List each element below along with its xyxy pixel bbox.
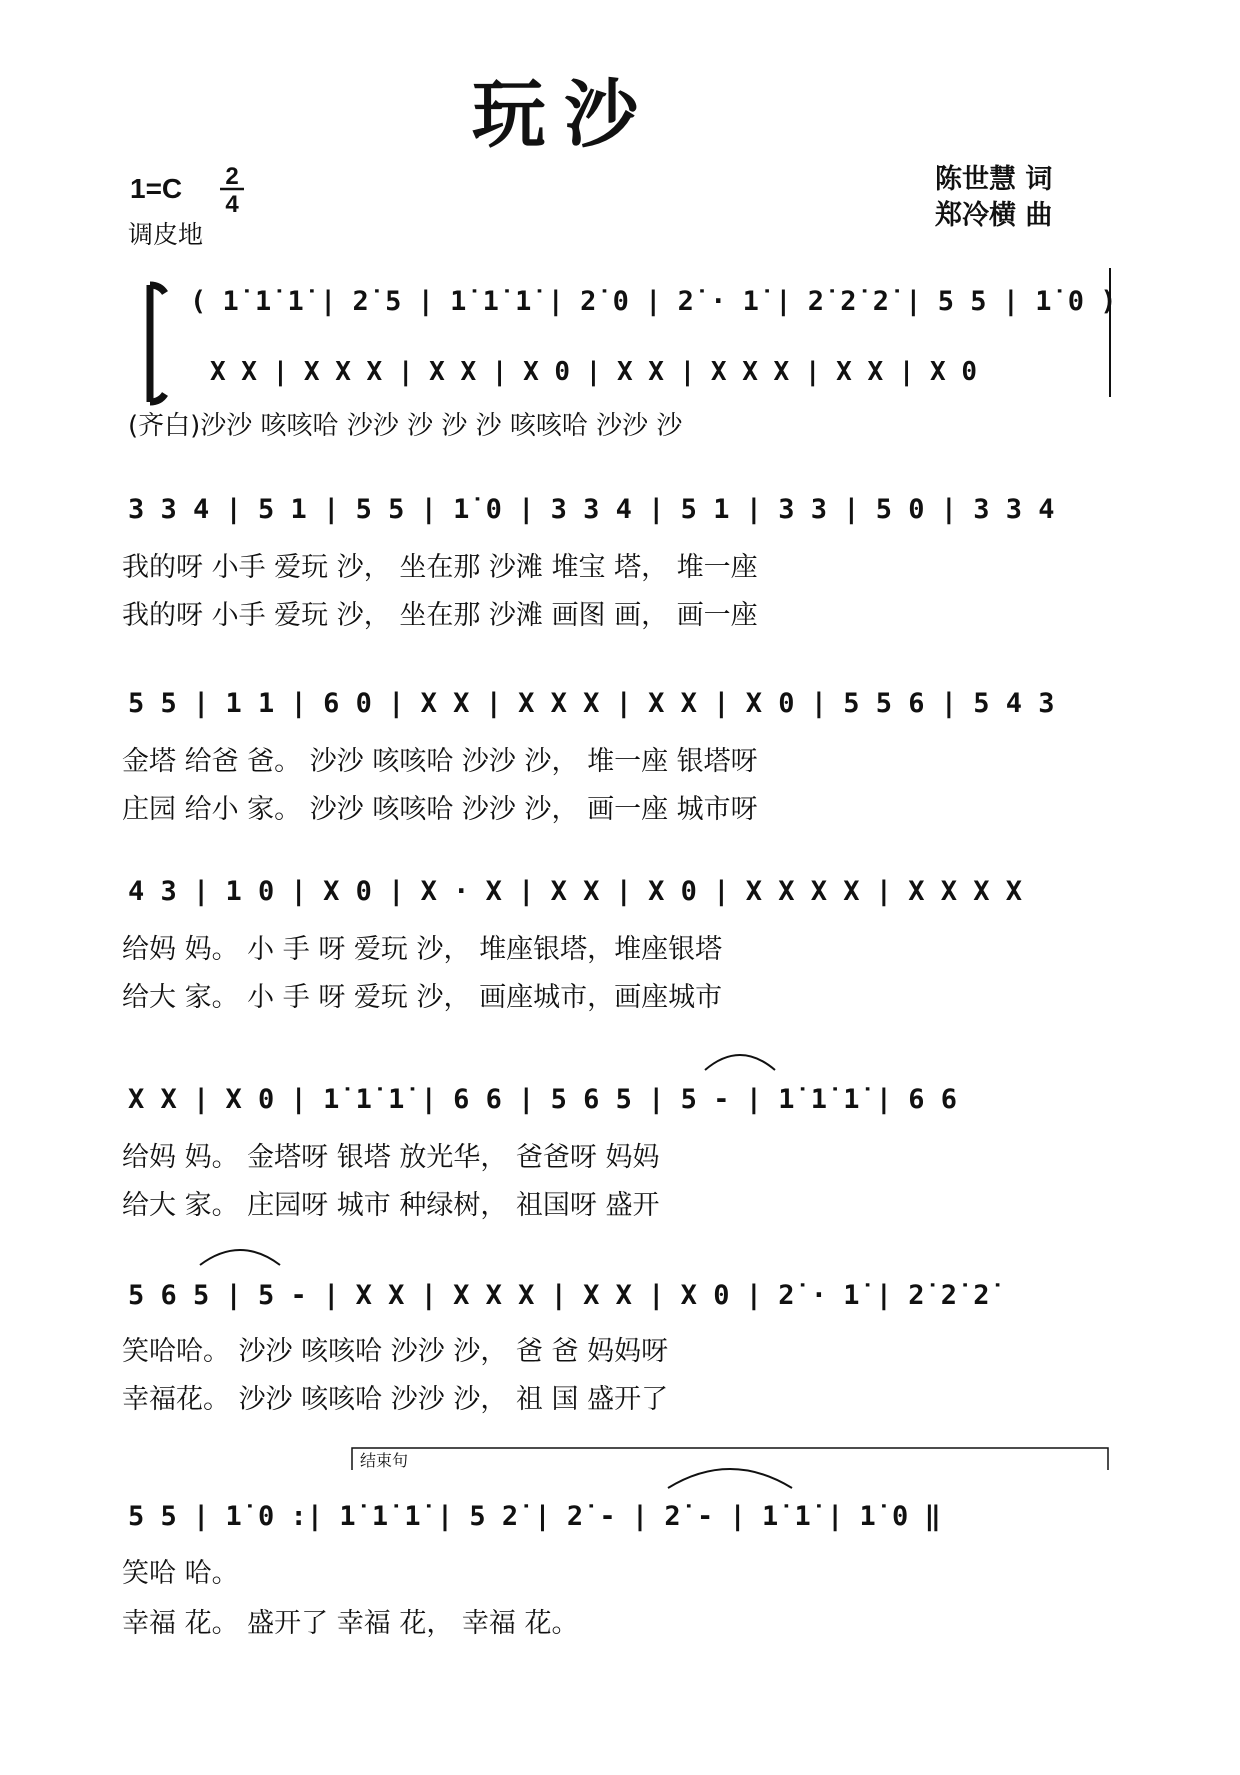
- system-ending: [122, 1448, 1108, 1639]
- system-verse-c: [122, 876, 1022, 1013]
- system-verse-b: [122, 688, 1055, 825]
- lyricist-credit: 陈世慧 词: [935, 164, 1053, 195]
- lyrics-verse-2: 我的呀 小手 爱玩 沙， 坐在那 沙滩 画图 画， 画一座: [122, 600, 758, 631]
- tempo-marking: 调皮地: [128, 220, 204, 249]
- tie-arc: [200, 1250, 280, 1265]
- intro-rhythm-line: X X | X X X | X X | X 0 | X X | X X X | X X | X 0: [210, 357, 978, 387]
- ending-bracket: [352, 1448, 1108, 1470]
- tie-arc: [668, 1469, 792, 1488]
- time-signature-bottom: 4: [225, 191, 239, 218]
- lyrics-verse-2: 幸福花。 沙沙 咳咳哈 沙沙 沙， 祖 国 盛开了: [122, 1384, 669, 1415]
- ending-label: 结束句: [360, 1453, 409, 1470]
- system-intro: [128, 268, 1117, 441]
- lyrics-verse-1: 笑哈 哈。: [122, 1558, 239, 1589]
- notes-line: 5 5 | 1̇ 0 :| 1̇ 1̇ 1̇ | 5 2̇ | 2̇ - | 2̇ - | 1̇ 1̇ | 1̇ 0 ‖: [128, 1501, 941, 1532]
- system-bracket: [150, 285, 165, 402]
- lyrics-verse-2: 幸福 花。 盛开了 幸福 花， 幸福 花。: [122, 1608, 579, 1639]
- intro-lyrics-line: (齐白)沙沙 咳咳哈 沙沙 沙 沙 沙 咳咳哈 沙沙 沙: [128, 411, 683, 441]
- notes-line: 3 3 4 | 5 1 | 5 5 | 1̇ 0 | 3 3 4 | 5 1 | 3 3 | 5 0 | 3 3 4: [128, 494, 1055, 525]
- system-verse-e: [122, 1250, 1000, 1415]
- system-verse-a: [122, 494, 1055, 631]
- notes-line: 4 3 | 1 0 | X 0 | X · X | X X | X 0 | X X X X | X X X X: [128, 876, 1023, 907]
- time-signature-top: 2: [225, 163, 239, 190]
- lyrics-verse-2: 庄园 给小 家。 沙沙 咳咳哈 沙沙 沙， 画一座 城市呀: [122, 794, 758, 825]
- composer-credit: 郑冷横 曲: [935, 200, 1053, 231]
- song-title: 玩 沙: [471, 75, 639, 157]
- lyrics-verse-1: 给妈 妈。 小 手 呀 爱玩 沙， 堆座银塔，堆座银塔: [122, 934, 723, 965]
- lyrics-verse-1: 金塔 给爸 爸。 沙沙 咳咳哈 沙沙 沙， 堆一座 银塔呀: [122, 746, 758, 777]
- key-signature: 1=C: [130, 173, 183, 204]
- notes-line: X X | X 0 | 1̇ 1̇ 1̇ | 6 6 | 5 6 5 | 5 - | 1̇ 1̇ 1̇ | 6 6: [128, 1084, 958, 1115]
- lyrics-verse-2: 给大 家。 小 手 呀 爱玩 沙， 画座城市，画座城市: [122, 982, 723, 1013]
- system-verse-d: [122, 1055, 957, 1221]
- notes-line: 5 6 5 | 5 - | X X | X X X | X X | X 0 | 2̇ · 1̇ | 2̇ 2̇ 2̇: [128, 1280, 990, 1311]
- intro-notes-line: ( 1̇ 1̇ 1̇ | 2̇ 5 | 1̇ 1̇ 1̇ | 2̇ 0 | 2̇ · 1̇ | 2̇ 2̇ 2̇ | 5 5 | 1̇ 0 ): [190, 286, 1117, 317]
- tie-arc: [705, 1055, 775, 1070]
- time-signature: [220, 163, 244, 218]
- notes-line: 5 5 | 1 1 | 6 0 | X X | X X X | X X | X 0 | 5 5 6 | 5 4 3: [128, 688, 1055, 719]
- lyrics-verse-1: 笑哈哈。 沙沙 咳咳哈 沙沙 沙， 爸 爸 妈妈呀: [122, 1336, 669, 1367]
- lyrics-verse-1: 我的呀 小手 爱玩 沙， 坐在那 沙滩 堆宝 塔， 堆一座: [122, 552, 758, 583]
- lyrics-verse-2: 给大 家。 庄园呀 城市 种绿树， 祖国呀 盛开: [122, 1190, 660, 1221]
- lyrics-verse-1: 给妈 妈。 金塔呀 银塔 放光华， 爸爸呀 妈妈: [122, 1142, 660, 1173]
